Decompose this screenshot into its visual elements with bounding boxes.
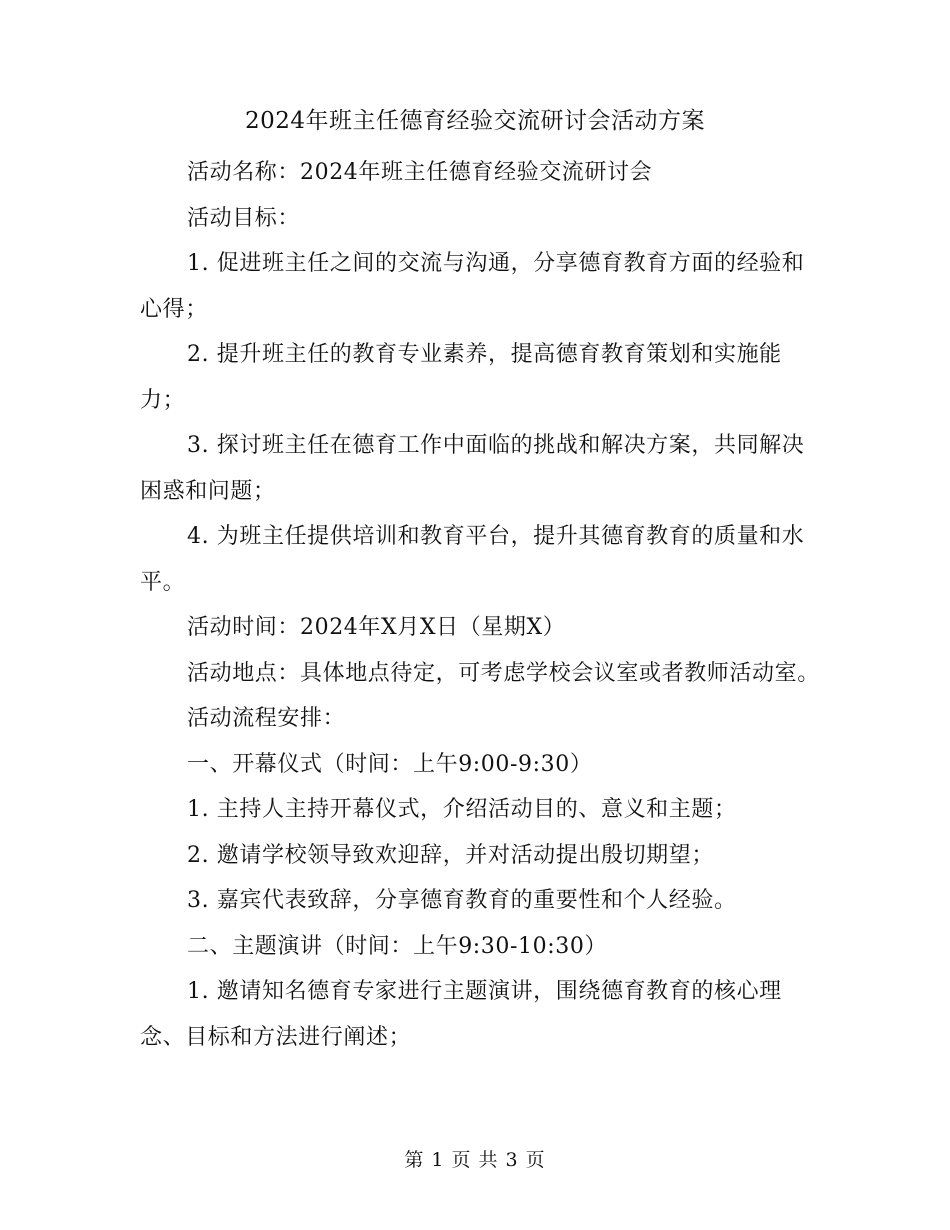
paragraph-goal-4: 4. 为班主任提供培训和教育平台，提升其德育教育的质量和水平。 [140,524,805,595]
paragraph-activity-name: 活动名称：2024年班主任德育经验交流研讨会 [187,160,653,185]
paragraph-goal-3: 3. 探讨班主任在德育工作中面临的挑战和解决方案，共同解决困惑和问题； [140,433,805,504]
paragraph-activity-location: 活动地点：具体地点待定，可考虑学校会议室或者教师活动室。 [187,660,820,686]
paragraph-opening-3: 3. 嘉宾代表致辞，分享德育教育的重要性和个人经验。 [187,888,737,913]
paragraph-goal-2: 2. 提升班主任的教育专业素养，提高德育教育策划和实施能力； [140,342,782,413]
paragraph-opening-1: 1. 主持人主持开幕仪式，介绍活动目的、意义和主题； [187,797,737,822]
document-title: 2024年班主任德育经验交流研讨会活动方案 [244,108,706,134]
paragraph-activity-time: 活动时间：2024年X月X日（星期X） [187,615,566,640]
page-footer: 第 1 页 共 3 页 [404,1149,546,1171]
paragraph-activity-goals: 活动目标： [187,205,301,231]
paragraph-keynote-1: 1. 邀请知名德育专家进行主题演讲，围绕德育教育的核心理念、目标和方法进行阐述； [140,979,782,1050]
paragraph-schedule-heading: 活动流程安排： [187,706,346,731]
paragraph-section-opening: 一、开幕仪式（时间：上午9:00-9:30） [187,751,593,777]
paragraph-section-keynote: 二、主题演讲（时间：上午9:30-10:30） [187,933,608,959]
document-body [140,150,820,1060]
paragraph-goal-1: 1. 促进班主任之间的交流与沟通，分享德育教育方面的经验和心得； [140,251,805,322]
paragraph-opening-2: 2. 邀请学校领导致欢迎辞，并对活动提出殷切期望； [187,842,714,868]
